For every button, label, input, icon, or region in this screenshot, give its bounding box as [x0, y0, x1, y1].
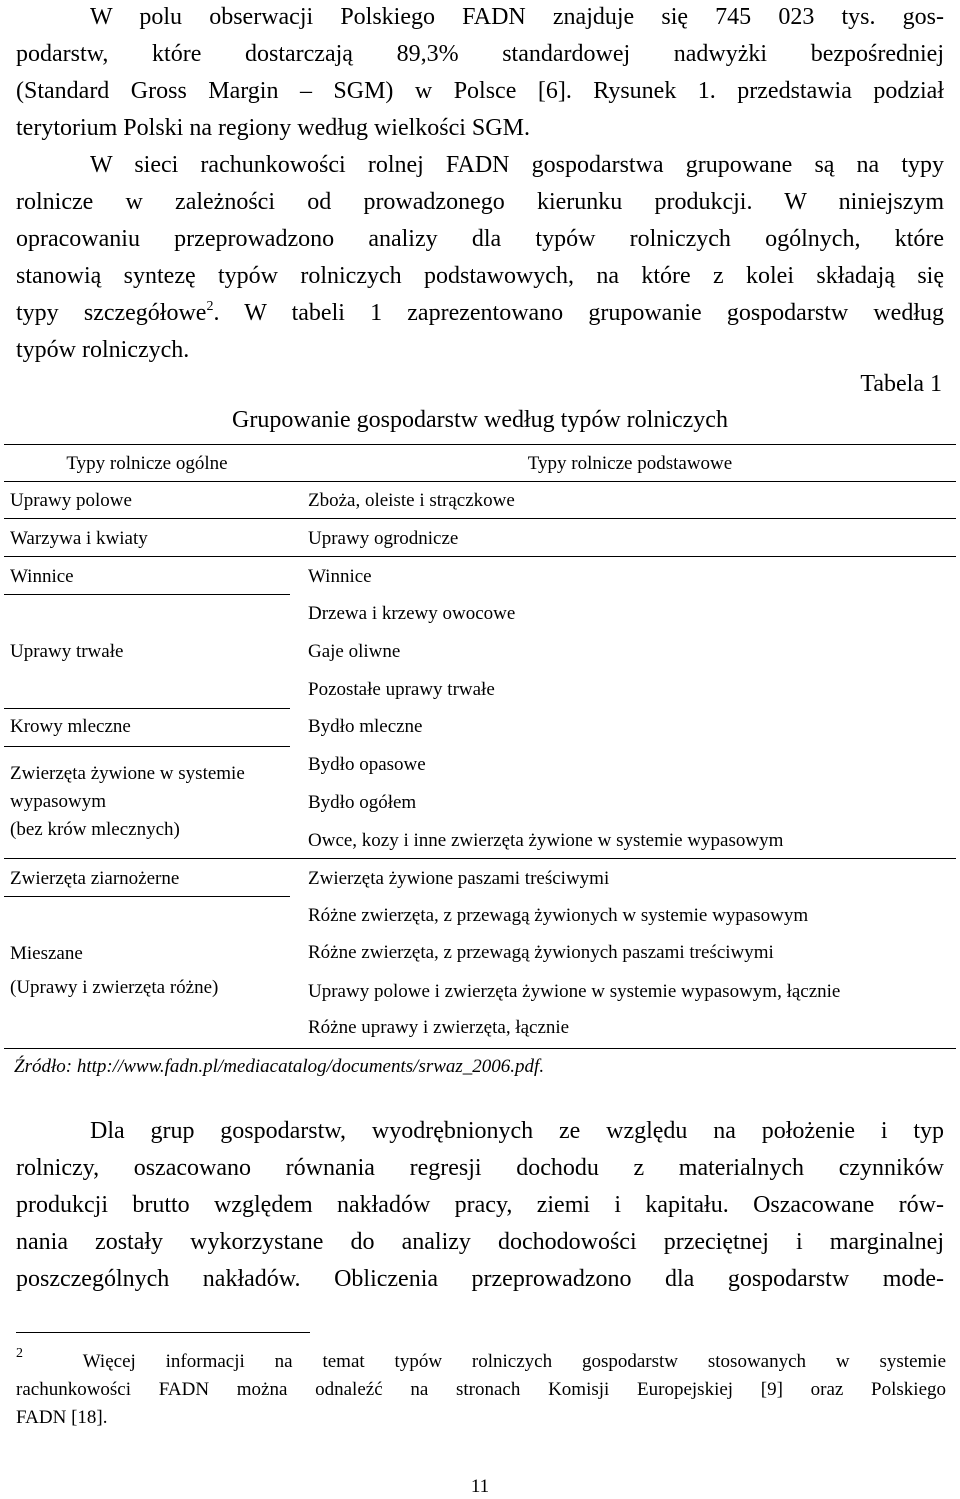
general-type-cell: Zwierzęta żywione w systemie: [10, 763, 245, 784]
text-line: rolniczy, oszacowano równania regresji dochodu z materialnych czynników: [16, 1155, 944, 1181]
body-paragraph: [16, 1113, 944, 1298]
text-line: produkcji brutto względem nakładów pracy, ziemi i kapitału. Oszacowane rów-: [16, 1192, 944, 1218]
basic-type-cell: Uprawy ogrodnicze: [308, 528, 459, 549]
footnote-line: rachunkowości FADN można odnaleźć na stronach Komisji Europejskiej [9] oraz Polskiego: [16, 1379, 946, 1400]
general-type-cell: Uprawy polowe: [10, 490, 132, 511]
table-rule: [4, 556, 956, 557]
table-rule: [4, 518, 956, 519]
general-type-cell: Winnice: [10, 566, 74, 587]
basic-type-cell: Zboża, oleiste i strączkowe: [308, 490, 515, 511]
basic-type-cell: Bydło opasowe: [308, 754, 426, 775]
header-basic-types: Typy rolnicze podstawowe: [527, 453, 733, 474]
basic-type-cell: Różne zwierzęta, z przewagą żywionych paszami treściwymi: [308, 942, 774, 963]
text-line: poszczególnych nakładów. Obliczenia przeprowadzono dla gospodarstw mode-: [16, 1266, 944, 1292]
basic-type-cell: Różne zwierzęta, z przewagą żywionych w systemie wypasowym: [308, 905, 809, 926]
general-type-cell: Warzywa i kwiaty: [10, 528, 148, 549]
table-rule: [4, 746, 290, 747]
table-rule: [4, 708, 290, 709]
text-line: typów rolniczych.: [16, 337, 190, 363]
text-line: W polu obserwacji Polskiego FADN znajduje się 745 023 tys. gos-: [90, 4, 944, 30]
header-general-types: Typy rolnicze ogólne: [66, 453, 228, 474]
text-line: nania zostały wykorzystane do analizy dochodowości przeciętnej i marginalnej: [16, 1229, 944, 1255]
general-type-cell: (bez krów mlecznych): [10, 819, 180, 840]
table-rule: [4, 481, 956, 482]
table-source: Źródło: http://www.fadn.pl/mediacatalog/documents/srwaz_2006.pdf.: [14, 1056, 545, 1077]
text-line: terytorium Polski na regiony według wielkości SGM.: [16, 115, 530, 141]
basic-type-cell: Owce, kozy i inne zwierzęta żywione w systemie wypasowym: [308, 830, 784, 851]
general-type-cell: Krowy mleczne: [10, 716, 131, 737]
footnote: [16, 1348, 946, 1432]
text-line: opracowaniu przeprowadzono analizy dla typów rolniczych ogólnych, które: [16, 226, 944, 252]
footnote-separator: [16, 1332, 310, 1333]
text-line: (Standard Gross Margin – SGM) w Polsce [6]. Rysunek 1. przedstawia podział: [16, 78, 944, 104]
basic-type-cell: Pozostałe uprawy trwałe: [308, 679, 495, 700]
basic-type-cell: Bydło ogółem: [308, 792, 417, 813]
basic-type-cell: Bydło mleczne: [308, 716, 423, 737]
text-line: typy szczegółowe$^2$. W tabeli 1 zaprezentowano grupowanie gospodarstw według: [16, 299, 944, 326]
text-line: Dla grup gospodarstw, wyodrębnionych ze względu na położenie i typ: [90, 1118, 944, 1144]
basic-type-cell: Uprawy polowe i zwierzęta żywione w systemie wypasowym, łącznie: [308, 981, 841, 1002]
general-type-cell: Zwierzęta ziarnożerne: [10, 868, 180, 889]
table-title: Grupowanie gospodarstw według typów rolniczych: [232, 407, 728, 433]
general-type-cell: Uprawy trwałe: [10, 641, 124, 662]
intro-paragraph: [16, 0, 944, 369]
table-rule: [4, 594, 290, 595]
footnote-line: FADN [18].: [16, 1407, 108, 1428]
general-type-cell: wypasowym: [10, 791, 107, 812]
footnote-ref: 2: [206, 299, 214, 314]
basic-type-cell: Gaje oliwne: [308, 641, 401, 662]
footnote-mark: 2: [16, 1346, 23, 1361]
basic-type-cell: Różne uprawy i zwierzęta, łącznie: [308, 1017, 570, 1038]
table-label: Tabela 1: [860, 371, 942, 397]
general-type-cell: Mieszane: [10, 943, 83, 964]
basic-type-cell: Drzewa i krzewy owocowe: [308, 603, 516, 624]
table-rule: [4, 858, 956, 859]
basic-type-cell: Zwierzęta żywione paszami treściwymi: [308, 868, 610, 889]
table-rule: [4, 444, 956, 445]
text-line: podarstw, które dostarczają 89,3% standardowej nadwyżki bezpośredniej: [16, 41, 944, 67]
text-line: rolnicze w zależności od prowadzonego kierunku produkcji. W niniejszym: [16, 189, 944, 215]
text-line: W sieci rachunkowości rolnej FADN gospodarstwa grupowane są na typy: [90, 152, 944, 178]
general-type-cell: (Uprawy i zwierzęta różne): [10, 977, 219, 998]
text-line: stanowią syntezę typów rolniczych podstawowych, na które z kolei składają się: [16, 263, 944, 289]
page-number: 11: [470, 1476, 490, 1497]
basic-type-cell: Winnice: [308, 566, 372, 587]
footnote-line: $^2$ Więcej informacji na temat typów rolniczych gospodarstw stosowanych w systemie: [16, 1346, 946, 1372]
table-rule: [4, 1048, 956, 1049]
table-rule: [4, 896, 290, 897]
